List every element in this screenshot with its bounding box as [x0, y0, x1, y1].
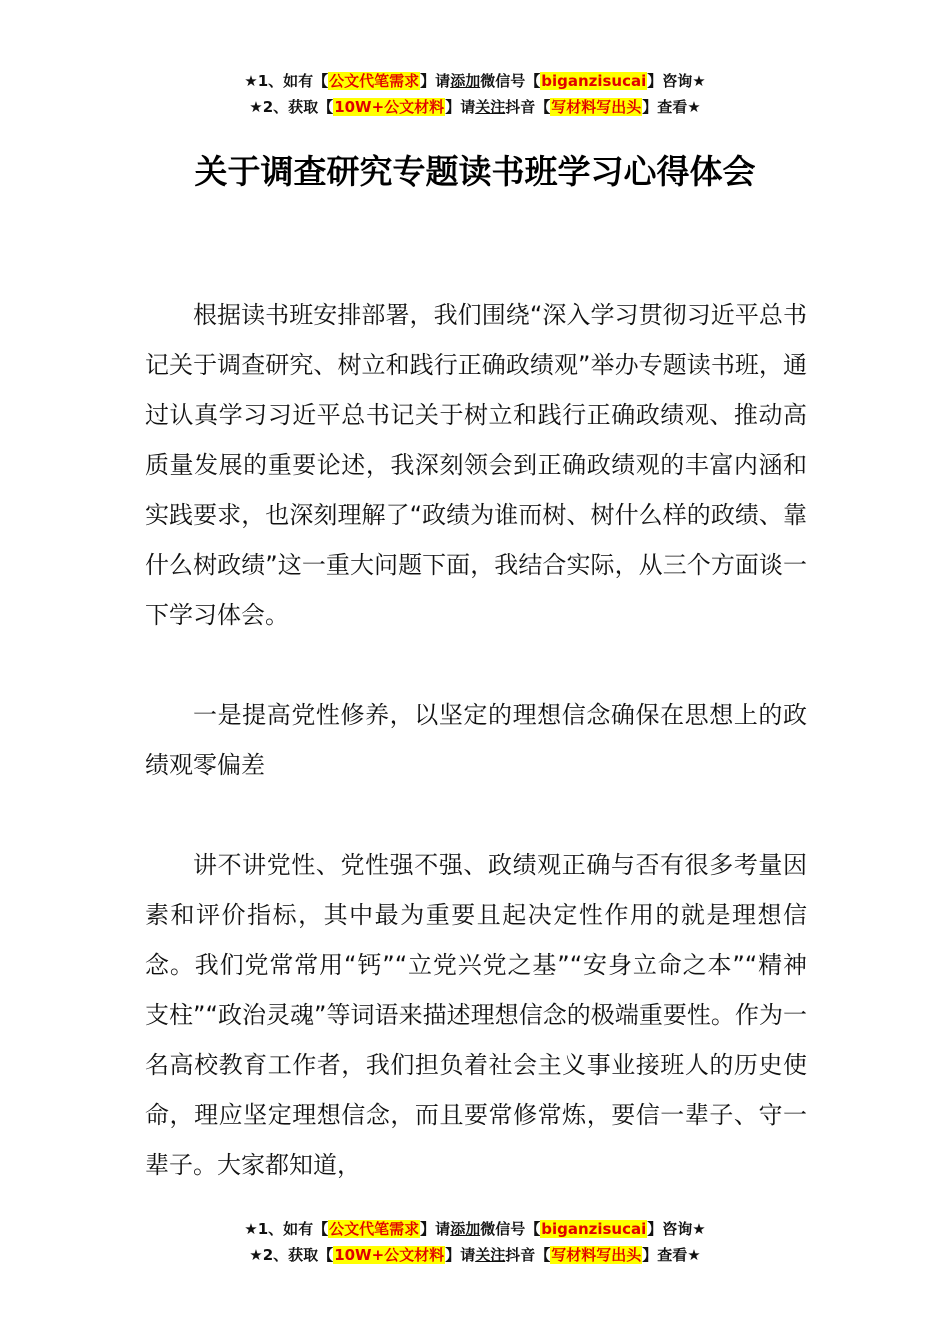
- document-body: [145, 290, 807, 1190]
- highlight-service: 公文代笔需求: [329, 1220, 420, 1238]
- banner-text: 微信号【: [480, 72, 541, 90]
- paragraph-intro: 根据读书班安排部署，我们围绕“深入学习贯彻习近平总书记关于调查研究、树立和践行正确政绩观”举办专题读书班，通过认真学习习近平总书记关于树立和践行正确政绩观、推动高质量发展的重要论述，我深刻领会到正确政绩观的丰富内涵和实践要求，也深刻理解了“政绩为谁而树、树什么样的政绩、靠什么树政绩”这一重大问题下面，我结合实际，从三个方面谈一下学习体会。: [145, 301, 807, 629]
- banner-line-2: [0, 1242, 950, 1268]
- banner-underlined: 添加: [450, 1220, 481, 1238]
- banner-underlined: 关注: [475, 98, 506, 116]
- banner-text: 抖音【: [505, 1246, 551, 1264]
- banner-text: 】咨询★: [647, 72, 706, 90]
- banner-text: 】查看★: [642, 1246, 701, 1264]
- highlight-douyin-account: 写材料写出头: [551, 98, 642, 116]
- highlight-service: 公文代笔需求: [329, 72, 420, 90]
- banner-text: ★2、获取【: [249, 1246, 334, 1264]
- banner-text: 】请: [445, 98, 476, 116]
- paragraph-body: 讲不讲党性、党性强不强、政绩观正确与否有很多考量因素和评价指标，其中最为重要且起决定性作用的就是理想信念。我们党常常用“钙”“立党兴党之基”“安身立命之本”“精神支柱”“政治灵魂”等词语来描述理想信念的极端重要性。作为一名高校教育工作者，我们担负着社会主义事业接班人的历史使命，理应坚定理想信念，而且要常修常炼，要信一辈子、守一辈子。大家都知道，: [145, 851, 807, 1179]
- banner-text: 】查看★: [642, 98, 701, 116]
- highlight-materials: 10W+公文材料: [334, 1246, 445, 1264]
- banner-text: ★1、如有【: [244, 1220, 329, 1238]
- header-banner: [0, 68, 950, 120]
- banner-text: ★2、获取【: [249, 98, 334, 116]
- footer-banner: [0, 1216, 950, 1268]
- highlight-douyin-account: 写材料写出头: [551, 1246, 642, 1264]
- banner-underlined: 关注: [475, 1246, 506, 1264]
- banner-underlined: 添加: [450, 72, 481, 90]
- document-title: 关于调查研究专题读书班学习心得体会: [194, 152, 756, 191]
- banner-text: 】咨询★: [647, 1220, 706, 1238]
- paragraph-heading-one: 一是提高党性修养，以坚定的理想信念确保在思想上的政绩观零偏差: [145, 701, 807, 779]
- banner-line-1: [0, 1216, 950, 1242]
- highlight-wechat-id: biganzisucai: [541, 1220, 647, 1238]
- banner-text: 微信号【: [480, 1220, 541, 1238]
- banner-text: ★1、如有【: [244, 72, 329, 90]
- banner-text: 】请: [420, 72, 451, 90]
- banner-line-2: [0, 94, 950, 120]
- highlight-materials: 10W+公文材料: [334, 98, 445, 116]
- highlight-wechat-id: biganzisucai: [541, 72, 647, 90]
- banner-text: 】请: [420, 1220, 451, 1238]
- banner-text: 抖音【: [505, 98, 551, 116]
- banner-line-1: [0, 68, 950, 94]
- banner-text: 】请: [445, 1246, 476, 1264]
